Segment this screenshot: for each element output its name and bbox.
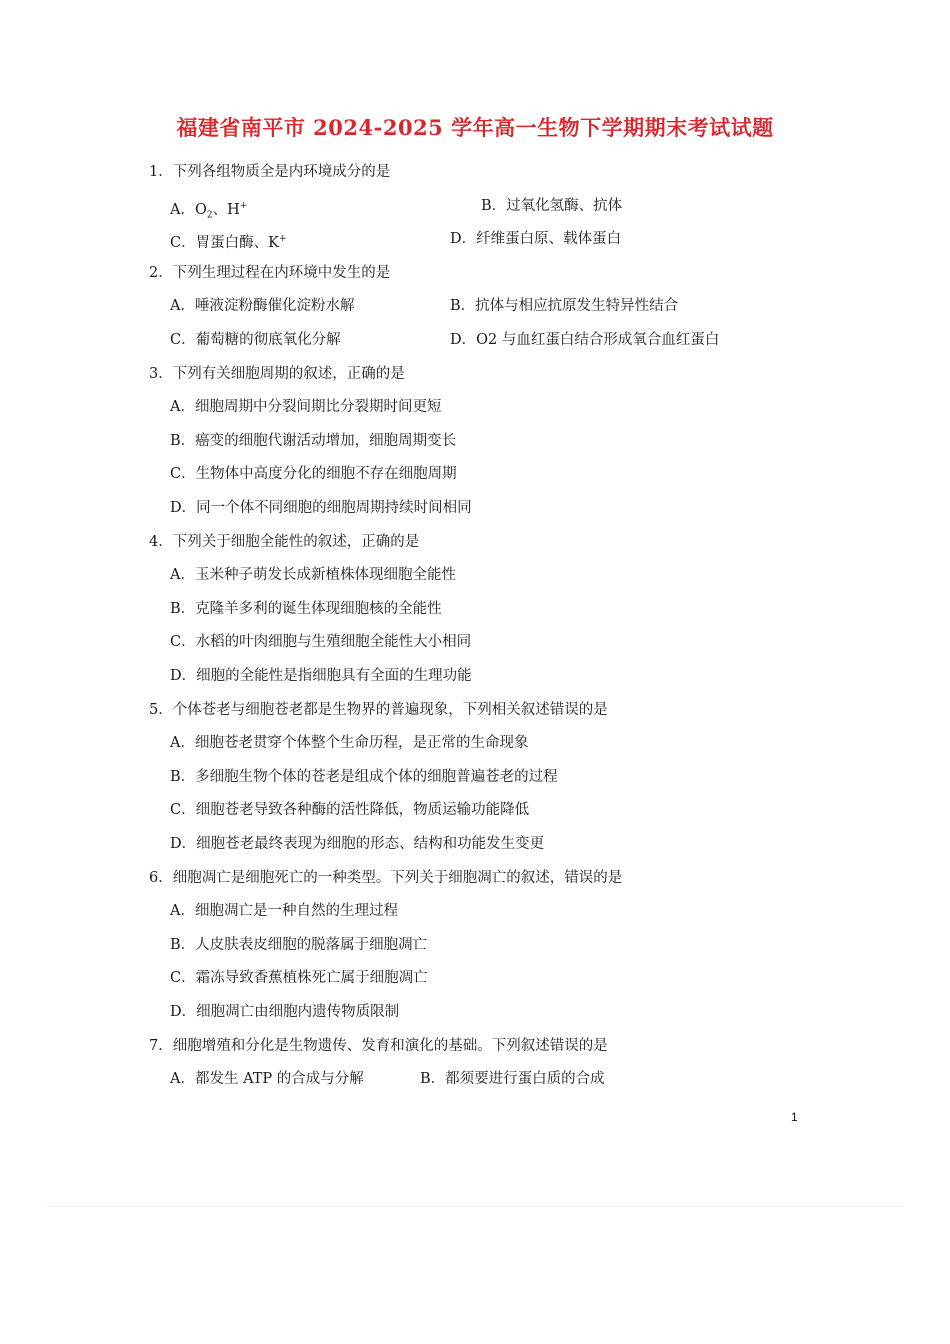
question-5-option-b: B．多细胞生物个体的苍老是组成个体的细胞普遍苍老的过程 xyxy=(170,769,558,785)
question-2-stem: 2．下列生理过程在内环境中发生的是 xyxy=(149,265,391,281)
question-4-stem: 4．下列关于细胞全能性的叙述，正确的是 xyxy=(149,534,420,550)
question-2-option-a: A．唾液淀粉酶催化淀粉水解 xyxy=(170,298,355,314)
question-1-option-b: B．过氧化氢酶、抗体 xyxy=(481,198,623,214)
question-1-option-d: D．纤维蛋白原、载体蛋白 xyxy=(450,231,622,247)
question-4-option-d: D．细胞的全能性是指细胞具有全面的生理功能 xyxy=(170,668,472,684)
question-3-option-c: C．生物体中高度分化的细胞不存在细胞周期 xyxy=(170,466,457,482)
question-6-option-b: B．人皮肤表皮细胞的脱落属于细胞凋亡 xyxy=(170,937,428,953)
question-1-option-c: C．胃蛋白酶、K+ xyxy=(170,234,287,251)
question-5-option-d: D．细胞苍老最终表现为细胞的形态、结构和功能发生变更 xyxy=(170,836,545,852)
question-3-stem: 3．下列有关细胞周期的叙述，正确的是 xyxy=(149,366,405,382)
question-7-option-b: B．都须要进行蛋白质的合成 xyxy=(420,1071,605,1087)
question-2-option-c: C．葡萄糖的彻底氧化分解 xyxy=(170,332,341,348)
question-4-option-c: C．水稻的叶肉细胞与生殖细胞全能性大小相同 xyxy=(170,634,472,650)
question-5-stem: 5．个体苍老与细胞苍老都是生物界的普遍现象，下列相关叙述错误的是 xyxy=(149,702,608,718)
question-1-option-a: A．$O_2$、H+ xyxy=(170,201,248,221)
question-6-stem: 6．细胞凋亡是细胞死亡的一种类型。下列关于细胞凋亡的叙述，错误的是 xyxy=(149,870,623,886)
question-6-option-a: A．细胞凋亡是一种自然的生理过程 xyxy=(170,903,398,919)
question-4-option-a: A．玉米种子萌发长成新植株体现细胞全能性 xyxy=(170,567,456,583)
question-6-option-c: C．霜冻导致香蕉植株死亡属于细胞凋亡 xyxy=(170,970,428,986)
document-title: 福建省南平市 2024-2025 学年高一生物下学期期末考试试题 xyxy=(176,115,774,140)
question-4-option-b: B．克隆羊多利的诞生体现细胞核的全能性 xyxy=(170,601,442,617)
page-number: 1 xyxy=(791,1110,798,1124)
question-6-option-d: D．细胞凋亡由细胞内遗传物质限制 xyxy=(170,1004,400,1020)
question-5-option-c: C．细胞苍老导致各种酶的活性降低，物质运输功能降低 xyxy=(170,802,530,818)
page-divider xyxy=(47,1206,903,1207)
question-2-option-b: B．抗体与相应抗原发生特异性结合 xyxy=(450,298,679,314)
question-7-option-a: A．都发生 ATP 的合成与分解 xyxy=(170,1071,364,1087)
question-3-option-a: A．细胞周期中分裂间期比分裂期时间更短 xyxy=(170,399,442,415)
question-2-option-d: D．O2 与血红蛋白结合形成氧合血红蛋白 xyxy=(450,332,720,348)
question-1-stem: 1．下列各组物质全是内环境成分的是 xyxy=(149,164,391,180)
question-7-stem: 7．细胞增殖和分化是生物遗传、发育和演化的基础。下列叙述错误的是 xyxy=(149,1038,608,1054)
question-3-option-b: B．癌变的细胞代谢活动增加，细胞周期变长 xyxy=(170,433,457,449)
question-5-option-a: A．细胞苍老贯穿个体整个生命历程，是正常的生命现象 xyxy=(170,735,529,751)
question-3-option-d: D．同一个体不同细胞的细胞周期持续时间相同 xyxy=(170,500,472,516)
